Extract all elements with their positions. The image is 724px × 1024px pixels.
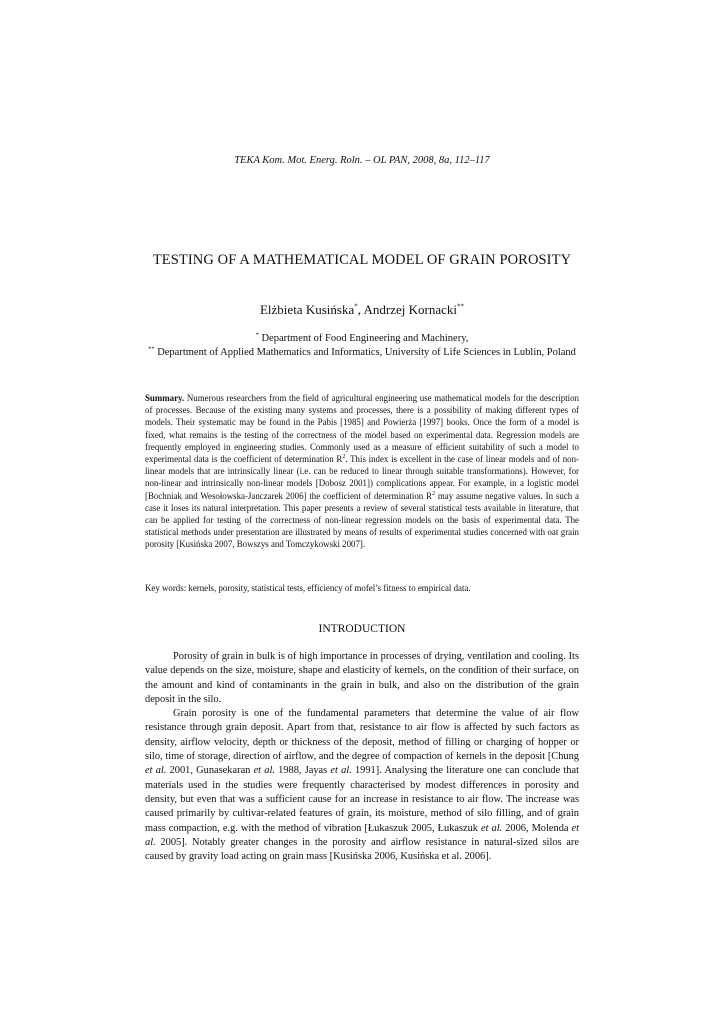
superscript: 2 [432, 490, 436, 497]
abstract: Summary. Numerous researchers from the field of agricultural engineering use mathematical models for the description of processes. Because of the existing many systems and processes, there is a possibility of making different types of models. Their systematic may be found in the Pabis [1985] and Powierża [1997] books. Once the form of a model is fixed, what remains is the testing of the correctness of the model based on experimental data. Regression models are frequently employed in engineering studies. Commonly used as a measure of efficient suitability of such a model to experimental data is the coefficient of determination $R^2$. This index is excellent in the case of linear models and of non-linear models that are intrinsically linear (i.e. can be reduced to linear through suitable transformations). However, for non-linear and intrinsically non-linear models [Dobosz 2001]) complications appear. For example, in a logistic model [Bochniak and Wesołowska-Janczarek 2006] the coefficient of determination $R^2$ may assume negative values. In such a case it loses its natural interpretation. This paper presents a review of several statistical tests available in literature, that can be applied for testing of the correctness of non-linear regression models on the basis of experimental data. The statistical methods under presentation are illustrated by means of results of experimental studies concerned with oat grain porosity [Kusińska 2007, Bowszys and Tomczykowski 2007]. [145, 393, 580, 550]
author-separator: , [357, 302, 364, 317]
section-heading: INTRODUCTION [318, 623, 406, 635]
superscript: 2 [342, 454, 346, 461]
paragraph: Porosity of grain in bulk is of high importance in processes of drying, ventilation and cooling. Its value depends on the size, moisture, shape and elasticity of kernels, on the condition of their surface, on the amount and kind of contaminants in the grain in bulk, and also on the distribution of the grain deposit in the silo. [145, 651, 579, 705]
author-name: Andrzej Kornacki [363, 302, 458, 317]
journal-header: TEKA Kom. Mot. Energ. Roln. – OL PAN, 2008, 8a, 112–117 [234, 155, 490, 166]
abstract-label: Summary. [145, 393, 185, 403]
affiliation-line: ** Department of Applied Mathematics and Informatics, University of Life Sciences in Lublin, Poland [148, 345, 576, 358]
affiliation-mark: ** [148, 345, 155, 353]
paper-title: TESTING OF A MATHEMATICAL MODEL OF GRAIN POROSITY [152, 252, 572, 268]
keywords: Key words: kernels, porosity, statistical tests, efficiency of mofel’s fitness to empirical data. [145, 583, 471, 593]
author-list [145, 302, 579, 318]
affiliation-mark: ** [457, 302, 465, 311]
affiliation-mark: * [255, 331, 259, 339]
body-text [145, 650, 579, 864]
author-name: Elżbieta Kusińska [259, 302, 355, 317]
affiliations [139, 332, 585, 360]
affiliation-line: * Department of Food Engineering and Machinery, [255, 331, 469, 344]
paragraph: Grain porosity is one of the fundamental parameters that determine the value of air flow resistance through grain deposit. Apart from that, resistance to air flow is affected by such factors as density, airflow velocity, depth or thickness of the deposit, method of filling or charging of hopper or silo, time of storage, direction of airflow, and the degree of compaction of kernels in the deposit [Chung et al. 2001, Gunasekaran et al. 1988, Jayas et al. 1991]. Analysing the literature one can conclude that materials used in the studies were frequently characterised by modest differences in porosity and density, but even that was a sufficient cause for an increase in resistance to air flow. The increase was caused primarily by cultivar-related features of grain, its moisture, method of silo filling, and of grain mass compaction, e.g. with the method of vibration [Łukaszuk 2005, Łukaszuk et al. 2006, Molenda et al. 2005]. Notably greater changes in the porosity and airflow resistance in natural-sized silos are caused by gravity load acting on grain mass [Kusińska 2006, Kusińska et al. 2006]. [145, 708, 580, 863]
affiliation-mark: * [354, 302, 358, 311]
